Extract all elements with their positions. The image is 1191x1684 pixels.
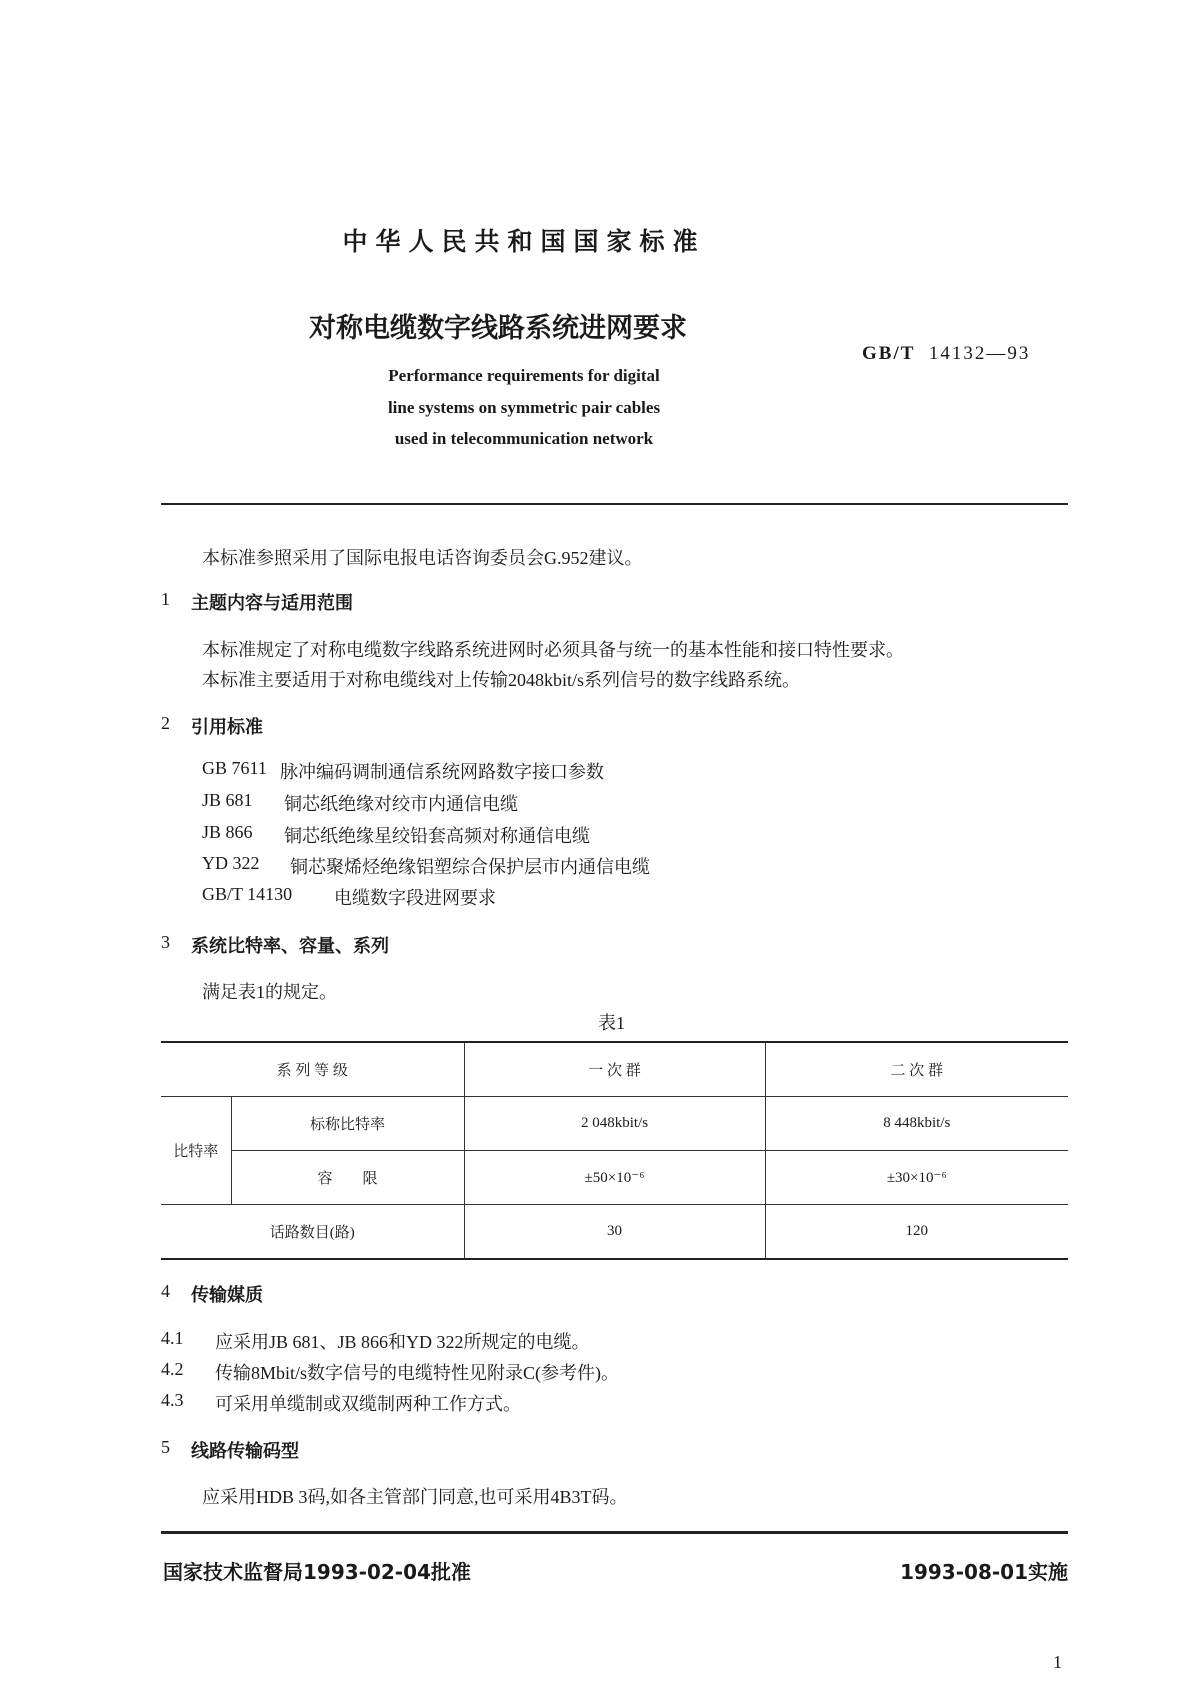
clause-4-2 bbox=[161, 1359, 620, 1383]
reference-name: 铜芯纸绝缘对绞市内通信电缆 bbox=[284, 794, 518, 814]
section-title: 引用标准 bbox=[191, 717, 263, 738]
table-header-row bbox=[161, 1042, 1068, 1097]
section-title: 线路传输码型 bbox=[191, 1441, 299, 1462]
section-3-para: 满足表1的规定。 bbox=[202, 982, 337, 1002]
reference-code: JB 681 bbox=[202, 790, 253, 810]
clause-4-1 bbox=[161, 1328, 590, 1352]
reference-item bbox=[202, 853, 650, 877]
reference-code: GB/T 14130 bbox=[202, 884, 293, 904]
table-cell: ±30×10⁻⁶ bbox=[765, 1151, 1068, 1205]
table-row bbox=[161, 1097, 1068, 1151]
table-cell: 30 bbox=[464, 1205, 765, 1260]
table-cell: ±50×10⁻⁶ bbox=[464, 1151, 765, 1205]
row-label-cell: 标称比特率 bbox=[231, 1097, 464, 1151]
reference-code: JB 866 bbox=[202, 822, 253, 842]
table-cell: 120 bbox=[765, 1205, 1068, 1260]
section-number: 2 bbox=[161, 713, 170, 733]
reference-item bbox=[202, 822, 590, 846]
clause-number: 4.2 bbox=[161, 1359, 184, 1379]
table-cell: 2 048kbit/s bbox=[464, 1097, 765, 1151]
reference-code: YD 322 bbox=[202, 853, 260, 873]
effective-date: 1993-08-01实施 bbox=[900, 1560, 1068, 1584]
clause-number: 4.1 bbox=[161, 1328, 184, 1348]
clause-text: 传输8Mbit/s数字信号的电缆特性见附录C(参考件)。 bbox=[215, 1363, 620, 1383]
section-1-para-1: 本标准规定了对称电缆数字线路系统进网时必须具备与统一的基本性能和接口特性要求。 bbox=[202, 640, 904, 660]
section-number: 5 bbox=[161, 1437, 170, 1457]
reference-item bbox=[202, 758, 604, 782]
table-1 bbox=[161, 1041, 1068, 1260]
document-title-cn: 对称电缆数字线路系统进网要求 bbox=[309, 313, 687, 344]
table-row bbox=[161, 1205, 1068, 1260]
clause-4-3 bbox=[161, 1390, 521, 1414]
reference-item bbox=[202, 884, 496, 908]
standard-prefix: GB/T bbox=[862, 343, 916, 364]
section-title: 主题内容与适用范围 bbox=[191, 593, 353, 614]
section-number: 1 bbox=[161, 589, 170, 609]
section-title: 系统比特率、容量、系列 bbox=[191, 936, 389, 957]
document-title-en-2: line systems on symmetric pair cables bbox=[387, 398, 661, 417]
document-title-en-1: Performance requirements for digital bbox=[388, 366, 660, 385]
reference-code: GB 7611 bbox=[202, 758, 267, 778]
page-number: 1 bbox=[1053, 1652, 1062, 1672]
intro-text: 本标准参照采用了国际电报电话咨询委员会G.952建议。 bbox=[202, 548, 643, 568]
section-number: 3 bbox=[161, 932, 170, 952]
section-title: 传输媒质 bbox=[191, 1285, 263, 1306]
table-header-cell: 系 列 等 级 bbox=[161, 1042, 464, 1097]
clause-number: 4.3 bbox=[161, 1390, 184, 1410]
section-number: 4 bbox=[161, 1281, 170, 1301]
group-label-cell: 比特率 bbox=[161, 1097, 231, 1205]
reference-name: 铜芯聚烯烃绝缘铝塑综合保护层市内通信电缆 bbox=[290, 857, 650, 877]
table-row bbox=[161, 1151, 1068, 1205]
clause-text: 应采用JB 681、JB 866和YD 322所规定的电缆。 bbox=[215, 1332, 590, 1352]
reference-name: 电缆数字段进网要求 bbox=[334, 888, 496, 908]
footer-divider bbox=[161, 1531, 1068, 1534]
table-caption: 表1 bbox=[598, 1013, 625, 1033]
national-standard-title: 中华人民共和国国家标准 bbox=[342, 227, 706, 256]
header-divider bbox=[161, 503, 1068, 505]
reference-name: 脉冲编码调制通信系统网路数字接口参数 bbox=[280, 762, 604, 782]
table-cell: 8 448kbit/s bbox=[765, 1097, 1068, 1151]
reference-item bbox=[202, 790, 518, 814]
row-label-cell: 容 限 bbox=[231, 1151, 464, 1205]
clause-text: 可采用单缆制或双缆制两种工作方式。 bbox=[215, 1394, 521, 1414]
document-title-en-3: used in telecommunication network bbox=[394, 429, 654, 448]
approval-date: 国家技术监督局1993-02-04批准 bbox=[163, 1560, 471, 1584]
standard-code bbox=[862, 343, 1030, 365]
section-5-para: 应采用HDB 3码,如各主管部门同意,也可采用4B3T码。 bbox=[202, 1487, 628, 1507]
table-header-cell: 一 次 群 bbox=[464, 1042, 765, 1097]
table-header-cell: 二 次 群 bbox=[765, 1042, 1068, 1097]
standard-number: 14132—93 bbox=[928, 343, 1031, 364]
section-1-para-2: 本标准主要适用于对称电缆线对上传输2048kbit/s系列信号的数字线路系统。 bbox=[202, 670, 801, 690]
row-label-cell: 话路数目(路) bbox=[161, 1205, 464, 1260]
reference-name: 铜芯纸绝缘星绞铅套高频对称通信电缆 bbox=[284, 826, 590, 846]
